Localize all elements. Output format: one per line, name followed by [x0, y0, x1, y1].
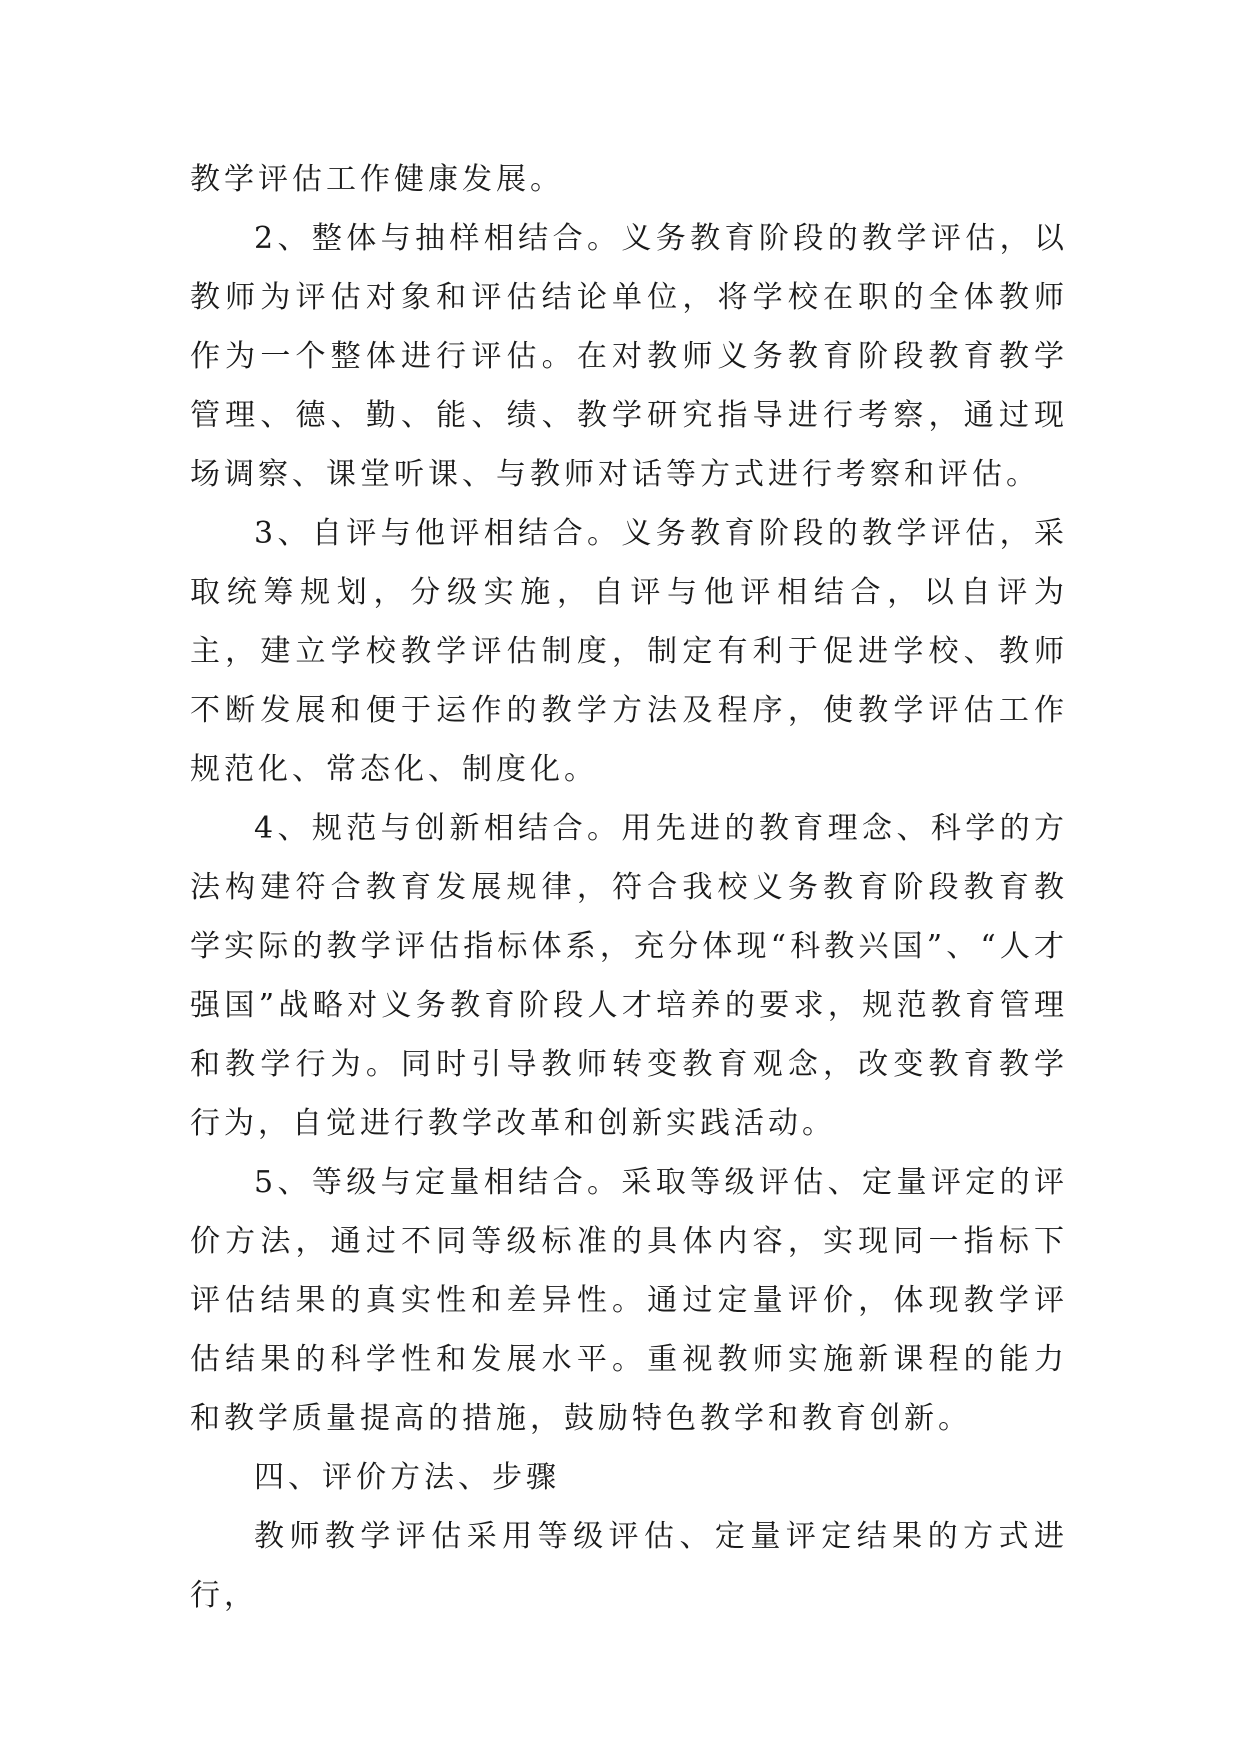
paragraph-item-2: 2、整体与抽样相结合。义务教育阶段的教学评估，以教师为评估对象和评估结论单位，将学校在职的全体教师作为一个整体进行评估。在对教师义务教育阶段教育教学管理、德、勤、能、绩、教学研究指导进行考察，通过现场调察、课堂听课、与教师对话等方式进行考察和评估。	[190, 221, 1068, 492]
paragraph-item-5: 5、等级与定量相结合。采取等级评估、定量评定的评价方法，通过不同等级标准的具体内容，实现同一指标下评估结果的真实性和差异性。通过定量评价，体现教学评估结果的科学性和发展水平。重视教师实施新课程的能力和教学质量提高的措施，鼓励特色教学和教育创新。	[190, 1165, 1068, 1436]
section-heading: 四、评价方法、步骤	[254, 1460, 560, 1495]
paragraph-item-3: 3、自评与他评相结合。义务教育阶段的教学评估，采取统筹规划，分级实施，自评与他评相结合，以自评为主，建立学校教学评估制度，制定有利于促进学校、教师不断发展和便于运作的教学方法及程序，使教学评估工作规范化、常态化、制度化。	[190, 516, 1068, 787]
paragraph-section-body: 教师教学评估采用等级评估、定量评定结果的方式进行，	[190, 1519, 1068, 1613]
paragraph-item-4: 4、规范与创新相结合。用先进的教育理念、科学的方法构建符合教育发展规律，符合我校义务教育阶段教育教学实际的教学评估指标体系，充分体现“科教兴国”、“人才强国”战略对义务教育阶段人才培养的要求，规范教育管理和教学行为。同时引导教师转变教育观念，改变教育教学行为，自觉进行教学改革和创新实践活动。	[190, 811, 1068, 1141]
document-body	[190, 150, 1068, 1625]
paragraph-continuation: 教学评估工作健康发展。	[190, 162, 564, 197]
